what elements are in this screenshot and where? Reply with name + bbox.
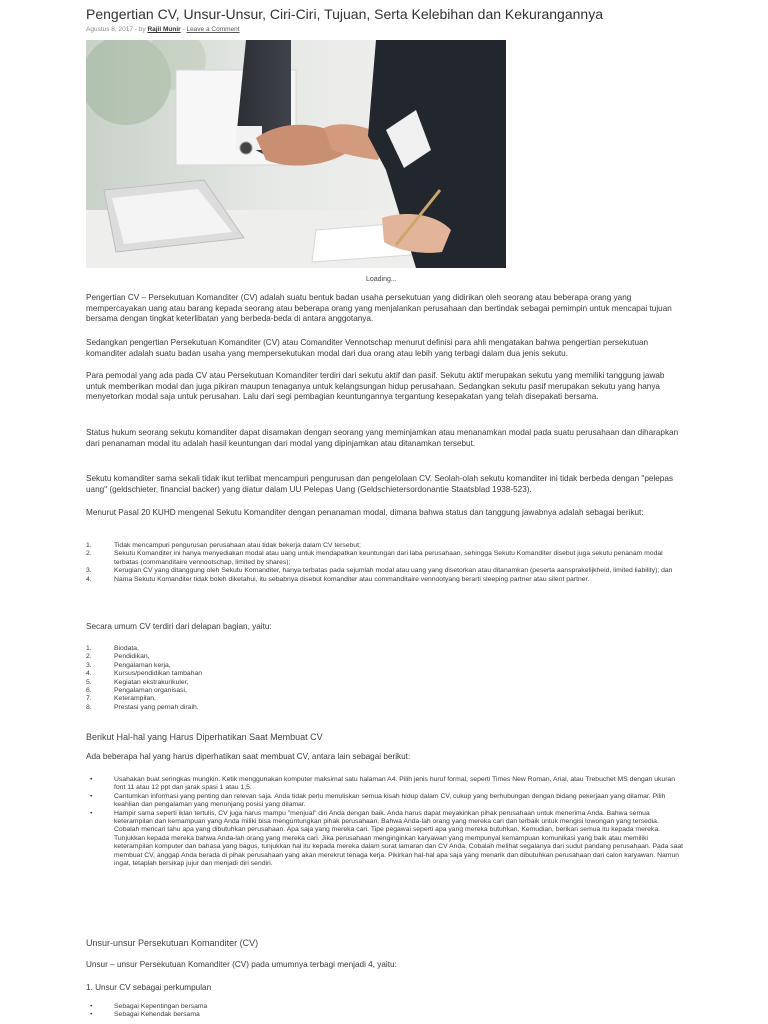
list-item: 4. Kursus/pendidikan tambahan [86, 670, 203, 678]
list-item: 3. Pengalaman kerja, [86, 661, 171, 669]
attention-intro: Ada beberapa hal yang harus diperhatikan saat membuat CV, antara lain sebagai berikut: [86, 752, 411, 761]
post-date: Agustus 8, 2017 [86, 26, 133, 33]
paragraph-pemodal: Para pemodal yang ada pada CV atau Persekutuan Komanditer terdiri dari sekutu aktif dan pasif. Sekutu aktif merupakan sekutu yang memiliki tanggung jawab untuk memberikan modal dan juga pikiran maupun tenaganya untuk kelangsungan hidup perusahaan. Sedangkan sekutu pasif merupakan sekutu yang hanya menyetorkan modal saja untuk perusahan. Lalu dari segi pembagian keuntungannya tergantung kesepakatan yang telah disepakati bersama. [86, 371, 665, 401]
status-list [86, 542, 686, 584]
list-item: 3. Kerugian CV yang ditanggung oleh Sekutu Komanditer, hanya terbatas pada sejumlah modal atau uang yang disetorkan atau ditanamkan (peserta aansprakelijkheid, limited liability); dan [86, 567, 673, 575]
paragraph-status: Status hukum seorang sekutu komanditer dapat disamakan dengan seorang yang meminjamkan atau menanamkan modal pada suatu perusahaan dan diharapkan dari penanaman modal itu adalah hasil keuntungan dari modal yang dipinjamkan atau ditanamkan tersebut. [86, 428, 679, 448]
list-item: 2. Sekutu Komanditer ini hanya menyediakan modal atau uang untuk mendapatkan keuntungan dari laba perusahaan, sehingga Sekutu Komanditer disebut juga sekutu penanam modal terbatas (commanditaire vennootschap, limited by shares); [86, 550, 663, 566]
list-item: 2. Pendidikan, [86, 653, 150, 661]
leave-comment-link[interactable]: Leave a Comment [186, 26, 240, 33]
list-item: • Hampir sama seperti iklan tertulis, CV juga harus mampu "menjual" diri Anda dengan baik. Anda harus dapat meyakinkan pihak perusahaan untuk menerima Anda. Bahwa semua keterampilan dan kemampuan yang Anda miliki bisa menguntungkan pihak perusahaan. Bahwa Anda-lah orang yang mereka cari dan terbaik untuk mengisi lowongan yang tersedia. Cobalah mencari tahu apa yang dibutuhkan perusahaan. Apa saja yang mereka cari. Tipe pegawai seperti apa yang mereka butuhkan. Kemudian, berikan semua itu kepada mereka. Tunjukkan kepada mereka bahwa Anda-lah orang yang mereka cari. Jika perusahaan menginginkan karyawan yang mempunyai kemampuan komunikasi yang baik atau memiliki keterampilan komputer dan bahasa yang bagus, tunjukkan hal itu kepada mereka dalam surat lamaran dan CV Anda. Cobalah melihat segalanya dari sudut pandang perusahaan. Pada saat membuat CV, anggap Anda berada di pihak perusahaan yang akan merekrut tenaga kerja. Pikirkan hal-hal apa saja yang menarik dan dibutuhkan perusahaan dari calon karyawan. Namun ingat, tetaplah bersikap jujur dan menjadi diri sendiri. [90, 809, 684, 868]
list-item: • Sebagai Kepentingan bersama [90, 1003, 208, 1010]
article-title: Pengertian CV, Unsur-Unsur, Ciri-Ciri, Tujuan, Serta Kelebihan dan Kekurangannya [86, 6, 603, 22]
list-item: • Cantumkan informasi yang penting dan relevan saja. Anda tidak perlu menuliskan semua kisah hidup dalam CV, cukup yang berhubungan dengan bidang pekerjaan yang dilamar. Pilih keahlian dan pengalaman yang menunjang posisi yang dilamar. [90, 792, 666, 809]
article-meta: Agustus 8, 2017 - by Rajil Munir - Leave a Comment [86, 26, 240, 33]
section-heading-cv-tips: Berikut Hal-hal yang Harus Diperhatikan Saat Membuat CV [86, 732, 323, 742]
attention-list [86, 776, 686, 868]
list-item: • Usahakan buat seringkas mungkin. Ketik menggunakan komputer maksimal satu halaman A4. Pilih jenis huruf formal, seperti Times New Roman, Arial, atau Trebuchet MS dengan ukuran font 11 atau 12 ppt dan jarak spasi 1 atau 1,5. [90, 776, 676, 792]
section-heading-unsur: Unsur-unsur Persekutuan Komanditer (CV) [86, 938, 259, 948]
cv-parts-list [86, 645, 686, 712]
unsur-1-heading: 1. Unsur CV sebagai perkumpulan [86, 983, 212, 992]
list-item: • Sebagai Kehendak bersama [90, 1011, 200, 1019]
list-item: 7. Keterampilan, [86, 695, 156, 703]
list-item: 1. Biodata, [86, 645, 139, 652]
paragraph-intro: Pengertian CV – Persekutuan Komanditer (CV) adalah suatu bentuk badan usaha persekutuan yang didirikan oleh seorang atau beberapa orang yang mempercayakan uang atau barang kepada seorang atau beberapa orang yang menjalankan perusahaan dan bertindak sebagai pemimpin untuk mencapai tujuan bersama dengan tingkat keterlibatan yang berbeda-beda di antara anggotanya. [86, 293, 672, 323]
list-item: 1. Tidak mencampuri pengurusan perusahaan atau tidak bekerja dalam CV tersebut; [86, 542, 361, 549]
list-item: 8. Prestasi yang pernah diraih. [86, 703, 199, 711]
unsur-1-list [86, 1003, 686, 1020]
paragraph-komanditer: Sekutu komanditer sama sekali tidak ikut terlibat mencampuri pengurusan dan pengelolaan CV. Seolah-olah sekutu komanditer ini tidak berbeda dengan "pelepas uang" (geldschieter, financial backer) yang diatur dalam UU Pelepas Uang (Geldschietersordonantie Staatsblad 1938-523). [86, 474, 674, 494]
list-item: 6. Pengalaman organisasi, [86, 687, 187, 695]
paragraph-definition: Sedangkan pengertian Persekutuan Komanditer (CV) atau Comanditer Vennotschap menurut definisi para ahli mengatakan bahwa pengertian persekutuan komanditer adalah suatu badan usaha yang mempersekutukan modal dari dua orang atau lebih yang terbagi dalam dua jenis sekutu. [86, 338, 649, 358]
cv-intro: Secara umum CV terdiri dari delapan bagian, yaitu: [86, 622, 272, 631]
author-link[interactable]: Rajil Munir [147, 26, 181, 33]
list-item: 4. Nama Sekutu Komanditer tidak boleh diketahui, itu sebabnya disebut komanditer atau commanditaire vennootyang berarti sleeping partner atau silent partner. [86, 575, 590, 583]
loading-text: Loading... [366, 276, 397, 283]
paragraph-pasal-20: Menurut Pasal 20 KUHD mengenal Sekutu Komanditer dengan penanaman modal, dimana bahwa status dan tanggung jawabnya adalah sebagai berikut: [86, 508, 644, 517]
list-item: 5. Kegiatan ekstrakurikuler, [86, 678, 189, 686]
handshake-photo-icon [86, 40, 506, 268]
unsur-intro: Unsur – unsur Persekutuan Komanditer (CV) pada umumnya terbagi menjadi 4, yaitu: [86, 960, 397, 969]
